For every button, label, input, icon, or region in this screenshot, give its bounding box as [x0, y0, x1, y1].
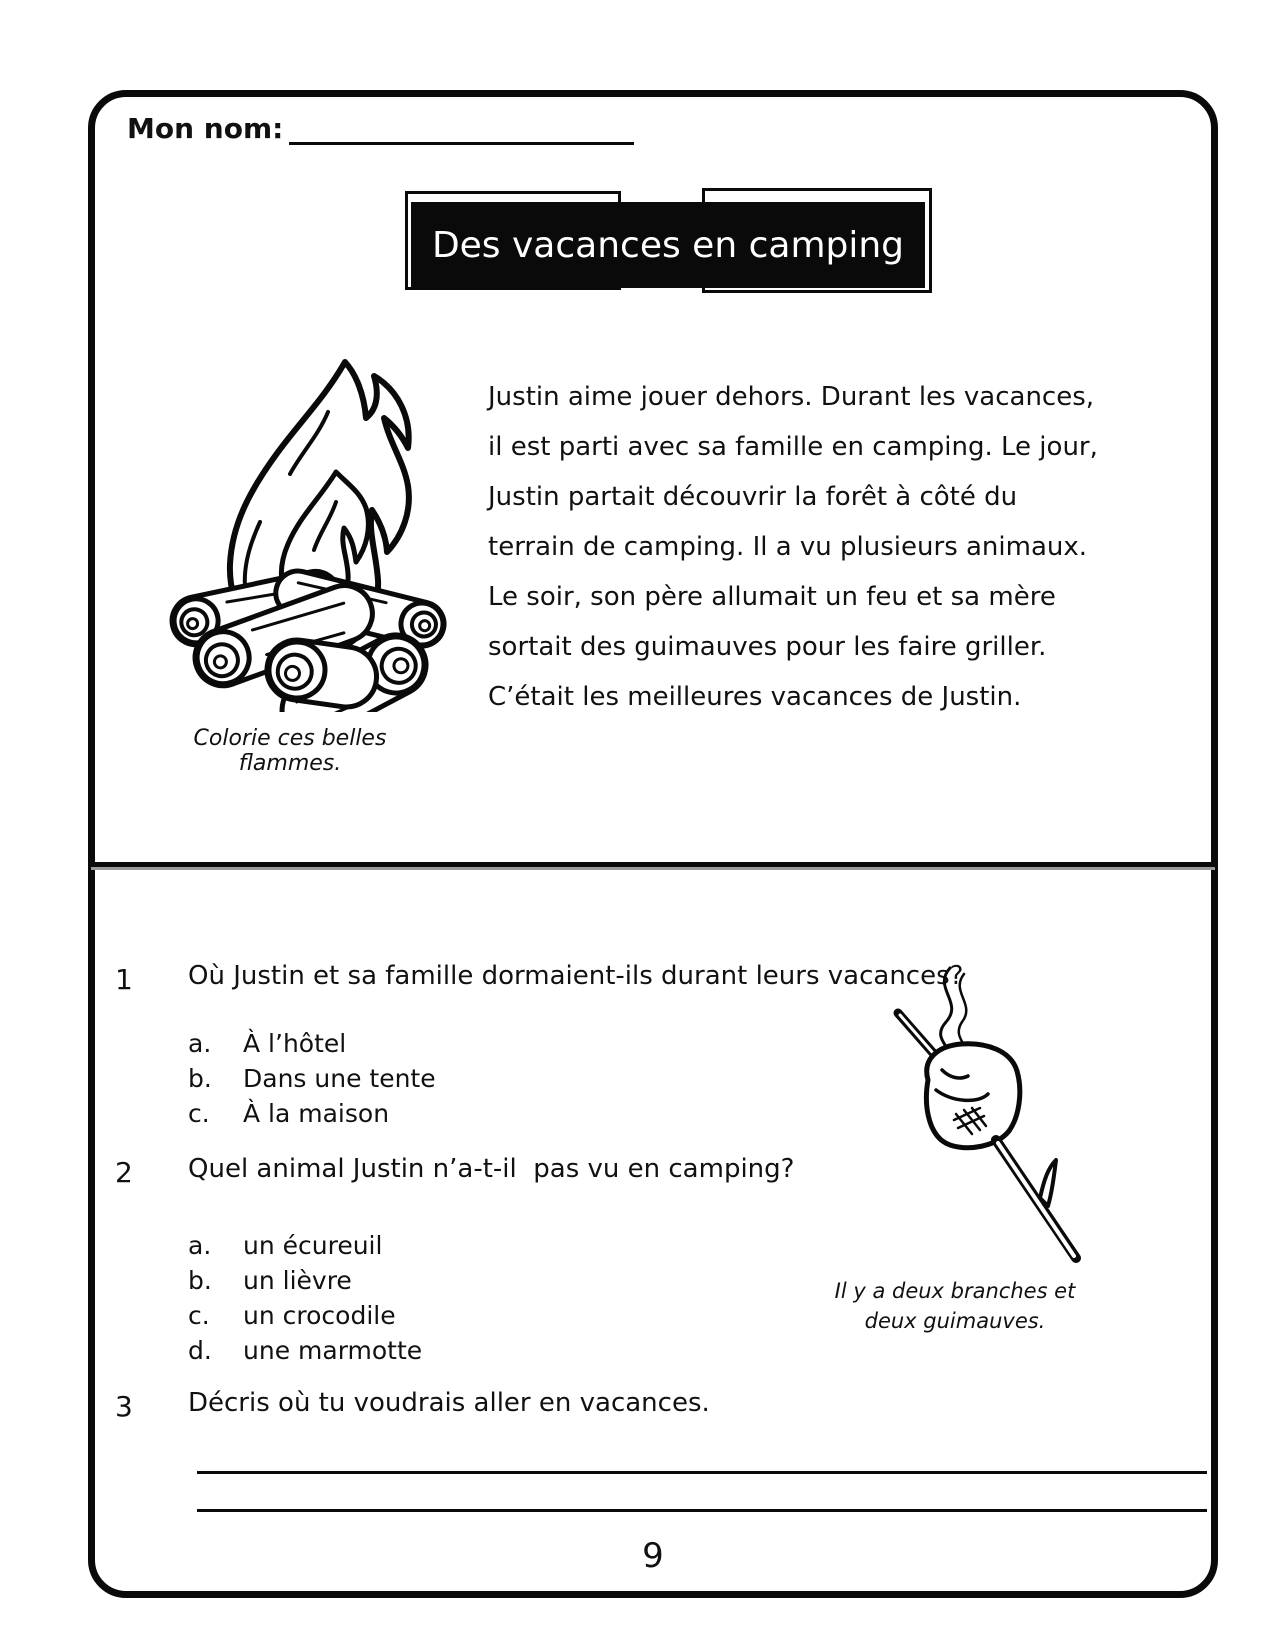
question-2-number: 2 — [115, 1156, 133, 1189]
option-2c[interactable]: c. un crocodile — [188, 1301, 396, 1330]
page-number: 9 — [642, 1536, 664, 1576]
story-line: Le soir, son père allumait un feu et sa mère — [488, 582, 1056, 612]
story-line: sortait des guimauves pour les faire griller. — [488, 632, 1047, 662]
answer-line-2[interactable] — [197, 1509, 1207, 1512]
question-1-text: Où Justin et sa famille dormaient-ils durant leurs vacances? — [188, 961, 964, 991]
name-blank-line[interactable] — [289, 112, 634, 145]
name-row — [127, 112, 634, 145]
section-divider — [91, 862, 1215, 870]
title-banner — [403, 186, 936, 296]
question-1-number: 1 — [115, 963, 133, 996]
story-line: terrain de camping. Il a vu plusieurs animaux. — [488, 532, 1088, 562]
option-2d[interactable]: d. une marmotte — [188, 1336, 423, 1365]
option-1b[interactable]: b. Dans une tente — [188, 1064, 436, 1093]
story-line: Justin partait découvrir la forêt à côté du — [488, 482, 1018, 512]
story-paragraph — [488, 372, 1168, 722]
campfire-icon — [140, 352, 470, 712]
story-line: Justin aime jouer dehors. Durant les vacances, — [488, 382, 1095, 412]
answer-line-1[interactable] — [197, 1471, 1207, 1474]
marshmallow-caption: Il y a deux branches et deux guimauves. — [834, 1279, 1076, 1333]
question-3-text: Décris où tu voudrais aller en vacances. — [188, 1388, 710, 1418]
question-1-options — [188, 1026, 436, 1131]
option-1c[interactable]: c. À la maison — [188, 1099, 390, 1128]
story-line: il est parti avec sa famille en camping. Le jour, — [488, 432, 1098, 462]
fire-caption: Colorie ces belles flammes. — [193, 726, 387, 776]
page-title: Des vacances en camping — [411, 202, 925, 288]
option-1a[interactable]: a. À l’hôtel — [188, 1029, 347, 1058]
question-2-options — [188, 1228, 422, 1368]
question-3-number: 3 — [115, 1390, 133, 1423]
option-2a[interactable]: a. un écureuil — [188, 1231, 383, 1260]
marshmallow-stick-icon — [868, 958, 1113, 1273]
name-label: Mon nom: — [127, 112, 284, 145]
option-2b[interactable]: b. un lièvre — [188, 1266, 352, 1295]
story-line: C’était les meilleures vacances de Justin. — [488, 682, 1022, 712]
question-2-text: Quel animal Justin n’a-t-il pas vu en camping? — [188, 1154, 795, 1184]
page-border-frame — [88, 90, 1218, 1598]
